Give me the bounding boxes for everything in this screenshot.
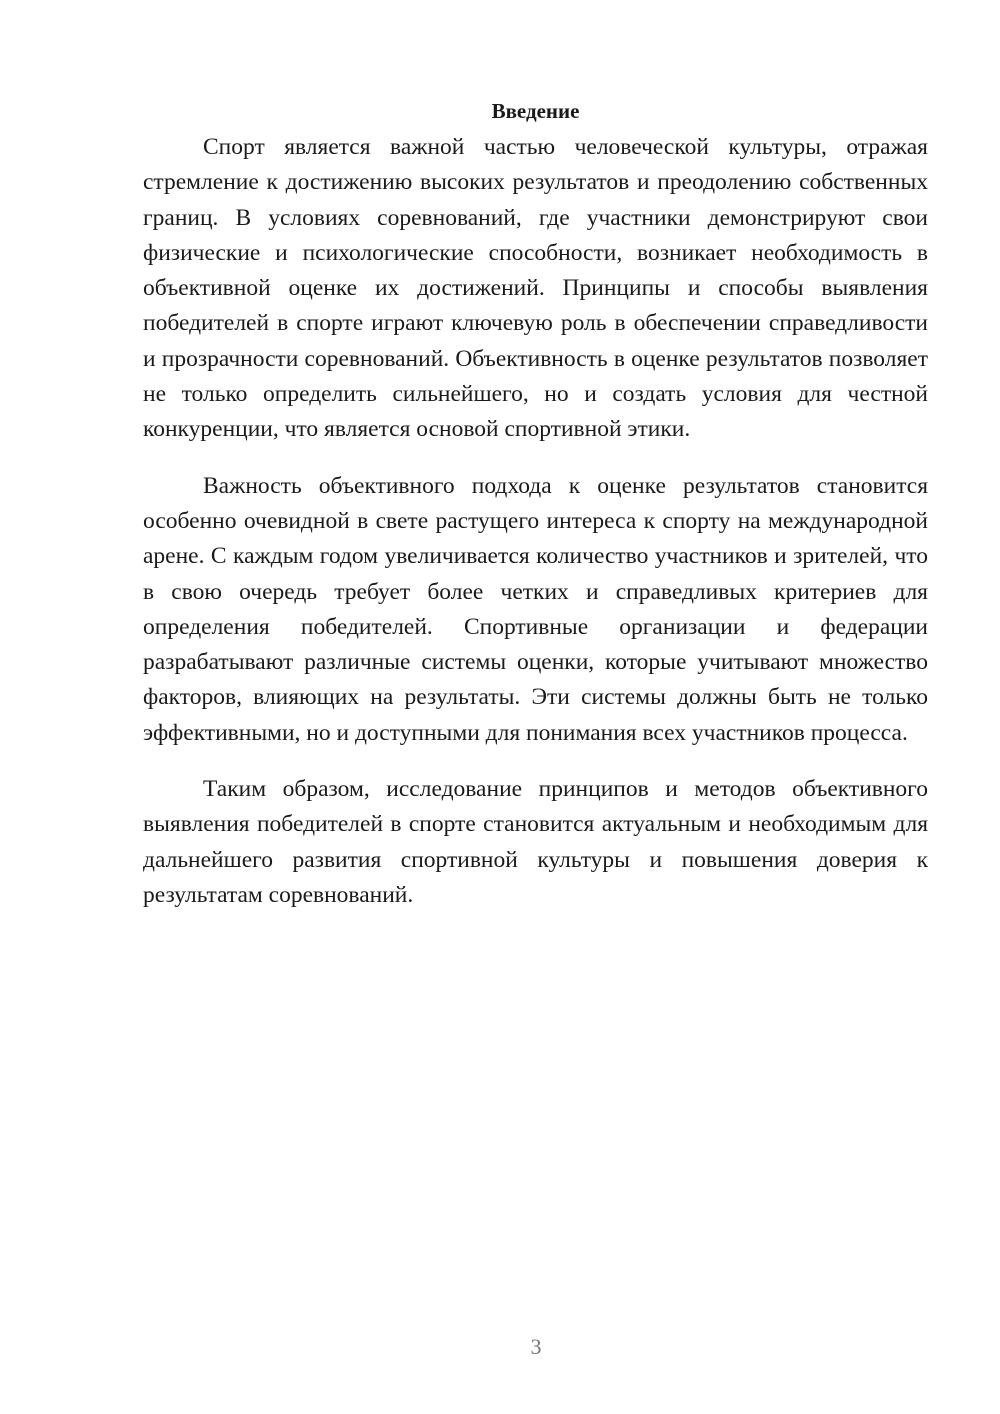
paragraph-2: Важность объективного подхода к оценке результатов становится особенно очевидной в свете растущего интереса к спорту на международной арене. С каждым годом увеличивается количество участников и зрителей, что в свою очередь требует более четких и справедливых критериев для определения победителей. Спортивные организации и федерации разрабатывают различные системы оценки, которые учитывают множество факторов, влияющих на результаты. Эти системы должны быть не только эффективными, но и доступными для понимания всех участников процесса. <box>143 472 928 746</box>
paragraph-1: Спорт является важной частью человеческой культуры, отражая стремление к достижению высоких результатов и преодолению собственных границ. В условиях соревнований, где участники демонстрируют свои физические и психологические способности, возникает необходимость в объективной оценке их достижений. Принципы и способы выявления победителей в спорте играют ключевую роль в обеспечении справедливости и прозрачности соревнований. Объективность в оценке результатов позволяет не только определить сильнейшего, но и создать условия для честной конкуренции, что является основой спортивной этики. <box>143 134 928 443</box>
page-content <box>143 96 928 913</box>
section-title: Введение <box>491 99 580 123</box>
paragraph-3: Таким образом, исследование принципов и методов объективного выявления победителей в спорте становится актуальным и необходимым для дальнейшего развития спортивной культуры и повышения доверия к результатам соревнований. <box>143 776 928 908</box>
page-number: 3 <box>530 1334 542 1359</box>
